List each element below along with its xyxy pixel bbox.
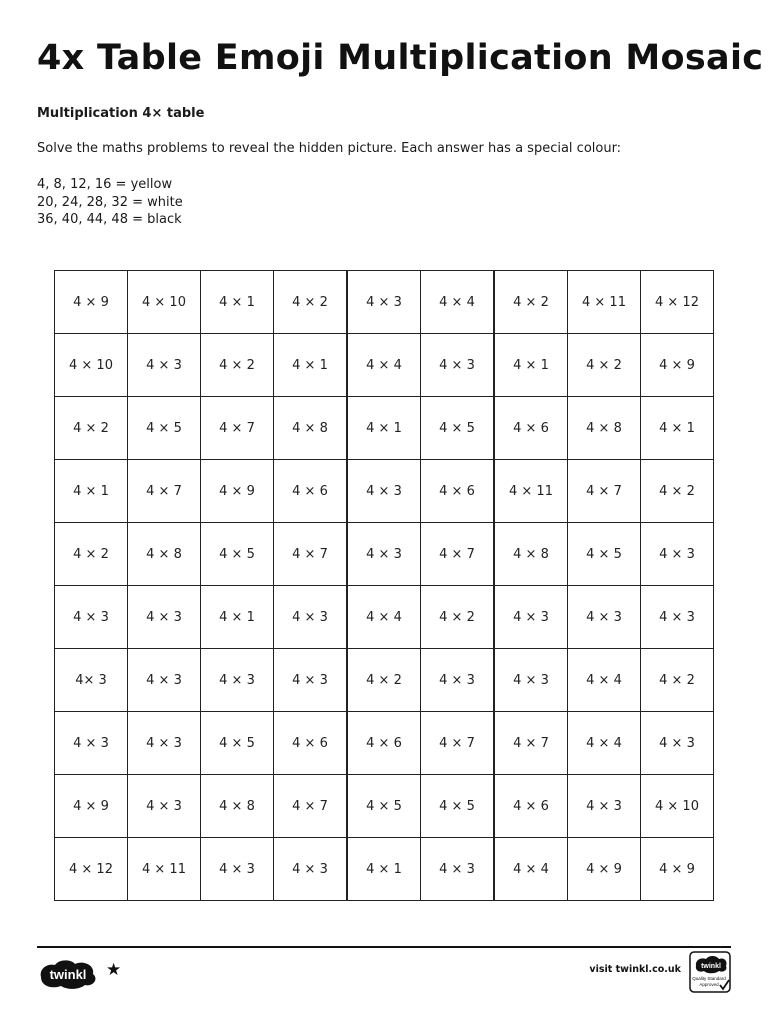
grid-cell: 4 × 3 (568, 586, 641, 649)
grid-cell: 4 × 1 (347, 397, 421, 460)
grid-cell: 4 × 8 (568, 397, 641, 460)
grid-cell: 4 × 3 (641, 712, 714, 775)
grid-row (55, 460, 714, 523)
grid-cell: 4 × 3 (128, 712, 201, 775)
grid-cell: 4 × 10 (128, 271, 201, 334)
color-key (37, 176, 183, 229)
grid-cell: 4 × 6 (274, 460, 348, 523)
grid-cell: 4 × 1 (347, 838, 421, 901)
grid-cell: 4 × 11 (128, 838, 201, 901)
color-key-yellow: 4, 8, 12, 16 = yellow (37, 177, 173, 192)
grid-cell: 4 × 2 (421, 586, 495, 649)
grid-cell: 4 × 2 (494, 271, 568, 334)
grid-row (55, 523, 714, 586)
grid-cell: 4 × 9 (55, 775, 128, 838)
grid-cell: 4 × 5 (201, 523, 274, 586)
grid-cell: 4 × 4 (568, 649, 641, 712)
grid-cell: 4 × 8 (201, 775, 274, 838)
grid-cell: 4 × 9 (641, 334, 714, 397)
instructions: Solve the maths problems to reveal the hidden picture. Each answer has a special colour: (37, 141, 622, 156)
grid-cell: 4 × 1 (274, 334, 348, 397)
grid-cell: 4 × 11 (568, 271, 641, 334)
grid-cell: 4 × 1 (201, 271, 274, 334)
grid-cell: 4 × 7 (494, 712, 568, 775)
grid-cell: 4 × 3 (347, 271, 421, 334)
grid-cell: 4 × 8 (494, 523, 568, 586)
badge-brand: twinkl (701, 963, 721, 970)
grid-cell: 4 × 9 (201, 460, 274, 523)
grid-cell: 4 × 1 (55, 460, 128, 523)
grid-cell: 4 × 3 (201, 838, 274, 901)
footer-divider (37, 946, 731, 948)
grid-cell: 4 × 9 (641, 838, 714, 901)
star-icon: ★ (106, 960, 122, 980)
grid-row (55, 271, 714, 334)
grid-cell: 4 × 1 (201, 586, 274, 649)
mosaic-grid (54, 270, 714, 901)
color-key-white: 20, 24, 28, 32 = white (37, 194, 183, 210)
grid-cell: 4 × 7 (274, 523, 348, 586)
color-key-black: 36, 40, 44, 48 = black (37, 212, 182, 227)
grid-cell: 4 × 2 (641, 460, 714, 523)
grid-row (55, 586, 714, 649)
grid-cell: 4 × 7 (421, 523, 495, 586)
grid-cell: 4 × 12 (55, 838, 128, 901)
grid-cell: 4 × 8 (128, 523, 201, 586)
grid-cell: 4 × 3 (128, 586, 201, 649)
grid-cell: 4 × 10 (641, 775, 714, 838)
grid-cell: 4 × 4 (494, 838, 568, 901)
grid-cell: 4 × 8 (274, 397, 348, 460)
grid-cell: 4 × 4 (347, 334, 421, 397)
grid-cell: 4 × 3 (494, 586, 568, 649)
grid-cell: 4 × 1 (641, 397, 714, 460)
grid-cell: 4 × 3 (274, 586, 348, 649)
grid-row (55, 712, 714, 775)
grid-cell: 4 × 5 (421, 397, 495, 460)
grid-cell: 4 × 6 (494, 775, 568, 838)
grid-cell: 4 × 3 (201, 649, 274, 712)
grid-cell: 4 × 3 (347, 523, 421, 586)
grid-cell: 4 × 3 (568, 775, 641, 838)
grid-cell: 4 × 7 (421, 712, 495, 775)
grid-cell: 4 × 3 (421, 334, 495, 397)
twinkl-logo (37, 957, 99, 995)
grid-cell: 4 × 7 (568, 460, 641, 523)
grid-cell: 4 × 5 (128, 397, 201, 460)
grid-cell: 4 × 2 (274, 271, 348, 334)
grid-cell: 4 × 2 (201, 334, 274, 397)
quality-standard-badge (689, 951, 731, 997)
grid-row (55, 838, 714, 901)
logo-text: twinkl (49, 967, 87, 982)
grid-cell: 4 × 4 (421, 271, 495, 334)
grid-row (55, 649, 714, 712)
grid-cell: 4 × 3 (55, 712, 128, 775)
grid-cell: 4 × 6 (494, 397, 568, 460)
grid-cell: 4 × 2 (568, 334, 641, 397)
grid-cell: 4 × 3 (421, 838, 495, 901)
grid-cell: 4 × 5 (201, 712, 274, 775)
grid-cell: 4 × 3 (128, 334, 201, 397)
grid-cell: 4 × 3 (421, 649, 495, 712)
grid-cell: 4 × 6 (347, 712, 421, 775)
grid-cell: 4 × 3 (274, 838, 348, 901)
grid-row (55, 397, 714, 460)
grid-cell: 4 × 3 (274, 649, 348, 712)
grid-cell: 4 × 7 (201, 397, 274, 460)
grid-cell: 4 × 6 (421, 460, 495, 523)
grid-cell: 4 × 2 (55, 397, 128, 460)
grid-cell: 4 × 3 (641, 586, 714, 649)
grid-row (55, 775, 714, 838)
grid-cell: 4 × 1 (494, 334, 568, 397)
grid-cell: 4 × 3 (347, 460, 421, 523)
grid-cell: 4 × 3 (128, 649, 201, 712)
grid-cell: 4 × 10 (55, 334, 128, 397)
subtitle: Multiplication 4× table (37, 106, 205, 121)
grid-cell: 4 × 3 (494, 649, 568, 712)
grid-cell: 4 × 7 (128, 460, 201, 523)
grid-cell: 4 × 2 (55, 523, 128, 586)
grid-cell: 4 × 9 (55, 271, 128, 334)
grid-cell: 4 × 12 (641, 271, 714, 334)
grid-cell: 4 × 4 (347, 586, 421, 649)
grid-row (55, 334, 714, 397)
grid-cell: 4 × 6 (274, 712, 348, 775)
grid-cell: 4× 3 (55, 649, 128, 712)
grid-cell: 4 × 3 (641, 523, 714, 586)
badge-line1: Quality Standard (692, 976, 726, 981)
grid-cell: 4 × 2 (641, 649, 714, 712)
page-title: 4x Table Emoji Multiplication Mosaic (37, 38, 764, 78)
badge-line2: Approved (699, 982, 719, 987)
grid-cell: 4 × 2 (347, 649, 421, 712)
grid-cell: 4 × 5 (347, 775, 421, 838)
grid-cell: 4 × 4 (568, 712, 641, 775)
grid-cell: 4 × 7 (274, 775, 348, 838)
grid-cell: 4 × 3 (55, 586, 128, 649)
grid-cell: 4 × 3 (128, 775, 201, 838)
grid-cell: 4 × 9 (568, 838, 641, 901)
grid-cell: 4 × 5 (421, 775, 495, 838)
grid-cell: 4 × 5 (568, 523, 641, 586)
website-link[interactable]: visit twinkl.co.uk (589, 964, 681, 975)
grid-cell: 4 × 11 (494, 460, 568, 523)
